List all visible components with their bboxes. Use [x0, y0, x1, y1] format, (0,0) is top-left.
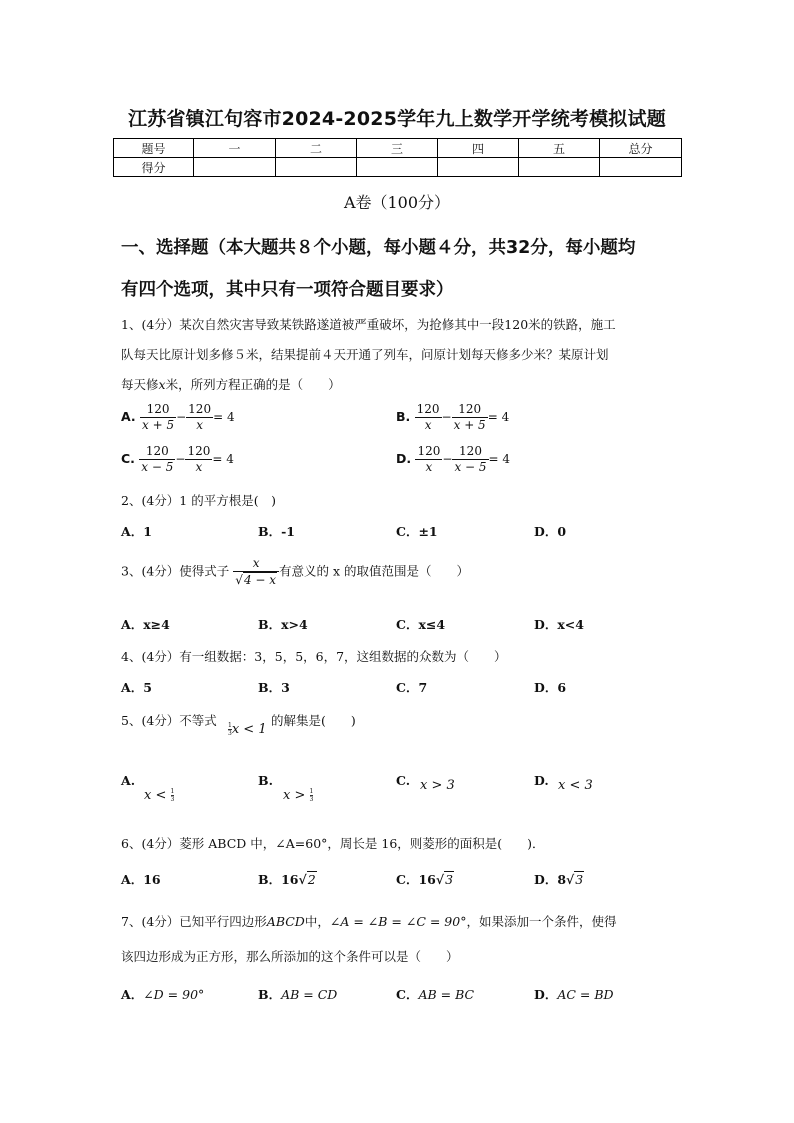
denominator: 3 — [228, 730, 232, 737]
q3-option-d[interactable]: D．x<4 — [534, 617, 584, 632]
q3-stem — [121, 556, 469, 588]
q7-text: 7、(4分）已知平行四边形 — [121, 914, 267, 929]
equation-rhs: = 4 — [488, 452, 511, 466]
numerator: 120 — [452, 444, 488, 460]
fraction — [233, 556, 279, 588]
q3-text: 3、(4分）使得式子 — [121, 563, 230, 579]
q1-text: 米，所列方程正确的是（ ） — [165, 377, 341, 392]
denominator: x − 5 — [141, 460, 174, 474]
q1-stem-line3 — [121, 375, 341, 393]
q1-var: x — [158, 377, 166, 392]
q1-option-a[interactable]: A. $\frac{120}{x + 5}$ − $\frac{120}{x}$ = 4 — [121, 402, 235, 432]
score-blank[interactable] — [600, 158, 682, 177]
fraction — [185, 444, 212, 475]
q5-option-a[interactable] — [144, 788, 174, 803]
numerator: 120 — [417, 444, 441, 458]
q5-option-d[interactable]: x < 3 — [558, 778, 593, 793]
fraction — [452, 444, 488, 475]
denominator: √4 − x — [235, 573, 277, 587]
q3-option-c[interactable]: C．x≤4 — [396, 617, 446, 632]
q1-option-c[interactable]: C. $\frac{120}{x - 5}$ − $\frac{120}{x}$ = 4 — [121, 444, 234, 474]
q7-text: 中， — [304, 914, 330, 929]
score-cell: 一 — [194, 139, 276, 158]
fraction — [171, 788, 175, 803]
score-blank[interactable] — [519, 158, 600, 177]
fraction — [415, 402, 442, 433]
option-expr: x > — [283, 788, 306, 803]
numerator: x — [233, 556, 279, 572]
score-cell: 三 — [357, 139, 438, 158]
option-label: C. — [121, 451, 135, 466]
option-text: C．16 — [396, 872, 436, 887]
option-expr: AB = BC — [418, 987, 475, 1002]
option-text: B．16 — [258, 872, 299, 887]
numerator: 120 — [416, 402, 440, 416]
q5-option-c-label[interactable]: C. — [396, 773, 411, 788]
score-table — [113, 138, 682, 177]
option-label: B． — [258, 987, 282, 1002]
q2-option-a[interactable]: A．1 — [121, 524, 152, 539]
q7-condition: ∠A = ∠B = ∠C = 90° — [329, 914, 467, 929]
numerator: 120 — [139, 444, 175, 460]
q5-option-b-label[interactable]: B. — [258, 773, 273, 788]
q5-stem-pre: 5、(4分）不等式 — [121, 713, 217, 728]
radicand: 2 — [307, 872, 316, 887]
denominator: x + 5 — [142, 418, 175, 432]
q7-option-b[interactable] — [258, 985, 337, 1003]
q3-option-b[interactable]: B．x>4 — [258, 617, 308, 632]
q7-option-c[interactable] — [396, 985, 474, 1003]
fraction — [139, 444, 175, 475]
option-expr: x < — [144, 788, 167, 803]
q2-option-c[interactable]: C．±1 — [396, 524, 438, 539]
q3-text: 有意义的 x 的取值范围是（ ） — [279, 563, 470, 579]
numerator: 120 — [188, 402, 212, 416]
denominator: x — [424, 418, 432, 432]
fraction — [452, 402, 488, 433]
score-cell: 五 — [519, 139, 600, 158]
q1-text: 每天修 — [121, 377, 159, 392]
numerator: 120 — [140, 402, 176, 418]
section-a-heading: A卷（100分） — [343, 193, 451, 212]
numerator: 1 — [309, 788, 314, 795]
q4-option-d[interactable]: D．6 — [534, 680, 567, 695]
q6-option-c[interactable]: C．16√3 — [396, 872, 454, 887]
q1-stem-line2: 队每天比原计划多修５米，结果提前４天开通了列车，问原计划每天修多少米？某原计划 — [121, 347, 609, 362]
score-table-score-row — [114, 158, 682, 177]
q4-stem: 4、(4分）有一组数据：3，5，5，6，7，这组数据的众数为（ ） — [121, 649, 507, 664]
q1-option-d[interactable]: D. $\frac{120}{x}$ − $\frac{120}{x - 5}$ = 4 — [396, 444, 511, 474]
fraction — [140, 402, 176, 433]
q6-stem: 6、(4分）菱形 ABCD 中，∠A=60°，周长是 16，则菱形的面积是( )． — [121, 836, 545, 851]
equation-rhs: = 4 — [213, 410, 235, 424]
q5-option-b[interactable] — [283, 788, 313, 803]
q7-stem-line2: 该四边形成为正方形，那么所添加的这个条件可以是（ ） — [121, 949, 459, 964]
radicand: 3 — [445, 872, 454, 887]
q4-option-c[interactable]: C．7 — [396, 680, 428, 695]
denominator: x − 5 — [454, 460, 487, 474]
q6-option-a[interactable]: A．16 — [121, 872, 161, 887]
denominator: 3 — [309, 796, 314, 803]
option-label: D. — [396, 451, 412, 466]
option-text: D．8 — [534, 872, 567, 887]
score-cell: 题号 — [114, 139, 194, 158]
q4-option-a[interactable]: A．5 — [121, 680, 152, 695]
q5-stem-post: 的解集是( ) — [271, 713, 356, 728]
q1-stem-line1: 1、(4分）某次自然灾害导致某铁路遂道被严重破坏，为抢修其中一段120米的铁路，施工 — [121, 317, 616, 332]
score-blank[interactable] — [438, 158, 519, 177]
numerator: 1 — [170, 788, 175, 795]
q7-text: ，如果添加一个条件，使得 — [466, 914, 617, 929]
score-blank[interactable] — [276, 158, 357, 177]
radicand: 3 — [575, 872, 584, 887]
score-blank[interactable] — [194, 158, 276, 177]
denominator: x + 5 — [453, 418, 486, 432]
q3-option-a[interactable]: A．x≥4 — [121, 617, 170, 632]
score-cell: 四 — [438, 139, 519, 158]
section-heading-line2: 有四个选项，其中只有一项符合题目要求） — [121, 280, 454, 300]
option-label: A. — [121, 409, 136, 424]
q2-option-b[interactable]: B．-1 — [258, 524, 295, 539]
q7-var: ABCD — [266, 914, 305, 929]
denominator: x — [196, 418, 204, 432]
q2-option-d[interactable]: D．0 — [534, 524, 567, 539]
fraction — [186, 402, 213, 433]
denominator: 3 — [170, 796, 175, 803]
q2-stem: 2、(4分）1 的平方根是( ) — [121, 493, 276, 508]
q5-option-a-label[interactable]: A. — [121, 773, 136, 788]
fraction — [415, 444, 442, 475]
score-cell: 总分 — [600, 139, 682, 158]
option-label: C． — [396, 987, 419, 1002]
score-blank[interactable] — [357, 158, 438, 177]
score-table-header-row — [114, 139, 682, 158]
radicand: 4 − x — [243, 573, 277, 587]
option-expr: AC = BD — [557, 987, 614, 1002]
section-heading-line1: 一、选择题（本大题共８个小题，每小题４分，共32分，每小题均 — [121, 238, 636, 258]
q5-option-c[interactable]: x > 3 — [420, 778, 455, 793]
option-label: B. — [396, 409, 411, 424]
numerator: 120 — [187, 444, 211, 458]
option-expr: AB = CD — [281, 987, 338, 1002]
inequality-body: x < 1 — [231, 722, 267, 737]
option-label: A． — [121, 987, 144, 1002]
numerator: 1 — [228, 722, 232, 729]
denominator: x — [195, 460, 203, 474]
page-title: 江苏省镇江句容市2024-2025学年九上数学开学统考模拟试题 — [128, 108, 666, 130]
q5-option-d-label[interactable]: D. — [534, 773, 549, 788]
score-cell: 得分 — [114, 158, 194, 177]
q6-option-d[interactable]: D．8√3 — [534, 872, 584, 887]
equation-rhs: = 4 — [212, 452, 234, 466]
q7-stem-line1 — [121, 912, 616, 930]
q5-inequality — [228, 722, 267, 737]
equation-rhs: = 4 — [487, 410, 510, 424]
q4-option-b[interactable]: B．3 — [258, 680, 290, 695]
option-expr: ∠D = 90° — [143, 987, 205, 1002]
q7-option-a[interactable] — [121, 985, 204, 1003]
option-label: D． — [534, 987, 558, 1002]
fraction — [310, 788, 314, 803]
score-cell: 二 — [276, 139, 357, 158]
numerator: 120 — [452, 402, 488, 418]
q7-option-d[interactable] — [534, 985, 614, 1003]
q1-option-b[interactable]: B. $\frac{120}{x}$ − $\frac{120}{x + 5}$ = 4 — [396, 402, 510, 432]
q6-option-b[interactable]: B．16√2 — [258, 872, 316, 887]
denominator: x — [425, 460, 433, 474]
